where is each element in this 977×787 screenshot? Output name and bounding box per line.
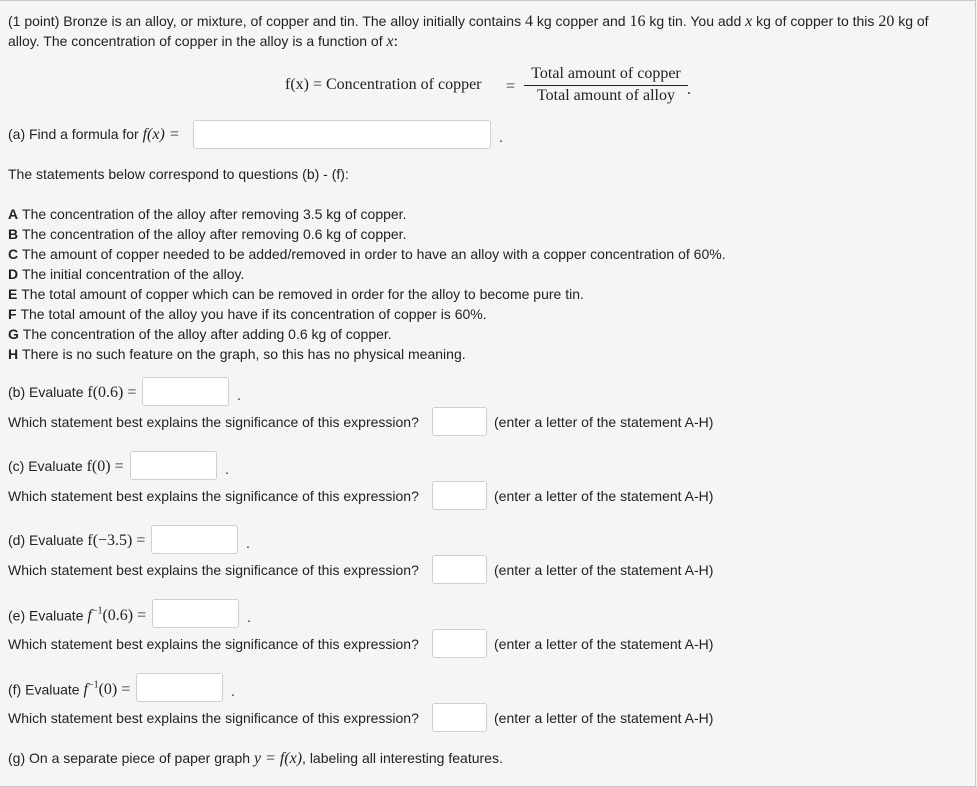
part-f-letter-hint: (enter a letter of the statement A-H) [494, 710, 714, 726]
part-a-label [8, 126, 180, 144]
part-c-value-input[interactable] [130, 451, 217, 480]
alloy-total-value: 20 [878, 13, 895, 30]
part-d-value-input[interactable] [151, 525, 238, 554]
expression-func: f [87, 607, 92, 625]
statement-letter: G [8, 326, 19, 342]
expression-text: f(0.6) = [87, 384, 137, 401]
part-b-value-input[interactable] [142, 377, 229, 406]
statement-letter: H [8, 346, 19, 362]
statement-text: The total amount of copper which can be removed in order for the alloy to become pure tin. [21, 286, 584, 302]
part-c-letter-hint: (enter a letter of the statement A-H) [494, 488, 714, 504]
statement-letter: B [8, 226, 19, 242]
part-g-text: , labeling all interesting features. [302, 750, 503, 766]
part-label-text: (c) Evaluate [8, 458, 87, 474]
variable-x: x [745, 13, 753, 30]
copper-initial-value: 4 [524, 13, 533, 30]
part-g-text: (g) On a separate piece of paper graph [8, 750, 254, 766]
formula-input[interactable] [193, 120, 491, 149]
part-c-letter-input[interactable] [432, 481, 487, 510]
part-d-letter-input[interactable] [432, 555, 487, 584]
intro-text: alloy. The concentration of copper in the alloy is a function of [8, 33, 387, 49]
part-a-text: (a) Find a formula for [8, 126, 143, 142]
statement-h [8, 346, 466, 362]
part-f-label [8, 680, 130, 699]
part-expression [87, 458, 124, 475]
statement-text: The concentration of the alloy after removing 3.5 kg of copper. [22, 206, 407, 222]
statement-letter: C [8, 246, 19, 262]
part-c-label [8, 458, 124, 476]
variable-x: x [386, 33, 394, 50]
expression-superscript: −1 [91, 606, 103, 617]
part-expression [83, 681, 130, 698]
part-d-period: . [246, 535, 250, 551]
expression-superscript: −1 [87, 680, 99, 691]
intro-text: kg tin. You add [645, 13, 746, 29]
intro-text: kg of copper to this [752, 13, 879, 29]
expression-text: f(0) = [86, 458, 124, 475]
intro-text: kg of [894, 13, 929, 29]
part-e-letter-input[interactable] [432, 629, 487, 658]
expression-args: (0) = [98, 681, 131, 699]
statement-f [8, 306, 487, 322]
statement-text: The concentration of the alloy after removing 0.6 kg of copper. [22, 226, 407, 242]
part-label-text: (e) Evaluate [8, 607, 88, 624]
part-f-letter-input[interactable] [432, 703, 487, 732]
formula-lhs [285, 76, 482, 94]
statement-letter: A [8, 206, 19, 222]
expression-text: f(−3.5) = [87, 532, 146, 549]
statement-b [8, 226, 406, 242]
intro-text: (1 point) Bronze is an alloy, or mixture, of copper and tin. The alloy initially contains [8, 13, 525, 29]
part-c-period: . [225, 461, 229, 477]
formula-lhs-text: f(x) = Concentration of copper [285, 76, 482, 93]
part-b-question: Which statement best explains the significance of this expression? [8, 414, 419, 430]
statements-intro: The statements below correspond to questions (b) - (f): [8, 166, 349, 182]
part-d-letter-hint: (enter a letter of the statement A-H) [494, 562, 714, 578]
part-b-label [8, 384, 136, 402]
statement-text: The amount of copper needed to be added/removed in order to have an alloy with a copper concentration of 60%. [22, 246, 726, 262]
part-b-letter-input[interactable] [432, 407, 487, 436]
statement-letter: E [8, 286, 18, 302]
part-g-math: y = f(x) [253, 750, 303, 767]
statement-e [8, 286, 584, 302]
intro-text: kg copper and [532, 13, 630, 29]
part-expression [87, 384, 136, 401]
statement-c [8, 246, 726, 262]
part-expression [87, 607, 146, 624]
part-label-text: (f) Evaluate [8, 681, 84, 698]
part-f-value-input[interactable] [136, 673, 223, 702]
part-d-question: Which statement best explains the significance of this expression? [8, 562, 419, 578]
formula-fraction [524, 65, 688, 105]
part-e-period: . [247, 609, 251, 625]
statement-text: The initial concentration of the alloy. [22, 266, 245, 282]
part-g-label [8, 750, 503, 768]
formula-numerator: Total amount of copper [524, 65, 688, 86]
part-d-label [8, 532, 145, 550]
statement-text: The total amount of the alloy you have if its concentration of copper is 60%. [20, 306, 487, 322]
statement-d [8, 266, 244, 282]
part-label-text: (b) Evaluate [8, 384, 88, 400]
statement-letter: D [8, 266, 19, 282]
statement-letter: F [8, 306, 17, 322]
expression-func: f [83, 681, 88, 699]
expression-args: (0.6) = [102, 607, 147, 625]
formula-period: . [687, 81, 691, 98]
tin-initial-value: 16 [629, 13, 646, 30]
part-e-question: Which statement best explains the significance of this expression? [8, 636, 419, 652]
part-b-period: . [237, 387, 241, 403]
part-e-label [8, 606, 146, 625]
statement-g [8, 326, 392, 342]
part-f-question: Which statement best explains the significance of this expression? [8, 710, 419, 726]
intro-line-2: alloy. The concentration of copper in the alloy is a function of x: [8, 33, 399, 50]
statement-text: The concentration of the alloy after adding 0.6 kg of copper. [22, 326, 392, 342]
part-e-value-input[interactable] [152, 599, 239, 628]
part-f-period: . [231, 683, 235, 699]
part-b-letter-hint: (enter a letter of the statement A-H) [494, 414, 714, 430]
part-e-letter-hint: (enter a letter of the statement A-H) [494, 636, 714, 652]
statement-text: There is no such feature on the graph, so this has no physical meaning. [22, 346, 466, 362]
formula-equals: = [506, 78, 516, 95]
intro-line-1 [8, 13, 929, 31]
statement-a [8, 206, 406, 222]
part-label-text: (d) Evaluate [8, 532, 88, 548]
part-a-function: f(x) = [142, 126, 180, 143]
part-a-period: . [499, 129, 503, 145]
formula-denominator: Total amount of alloy [537, 87, 675, 104]
part-c-question: Which statement best explains the significance of this expression? [8, 488, 419, 504]
part-expression [87, 532, 145, 549]
